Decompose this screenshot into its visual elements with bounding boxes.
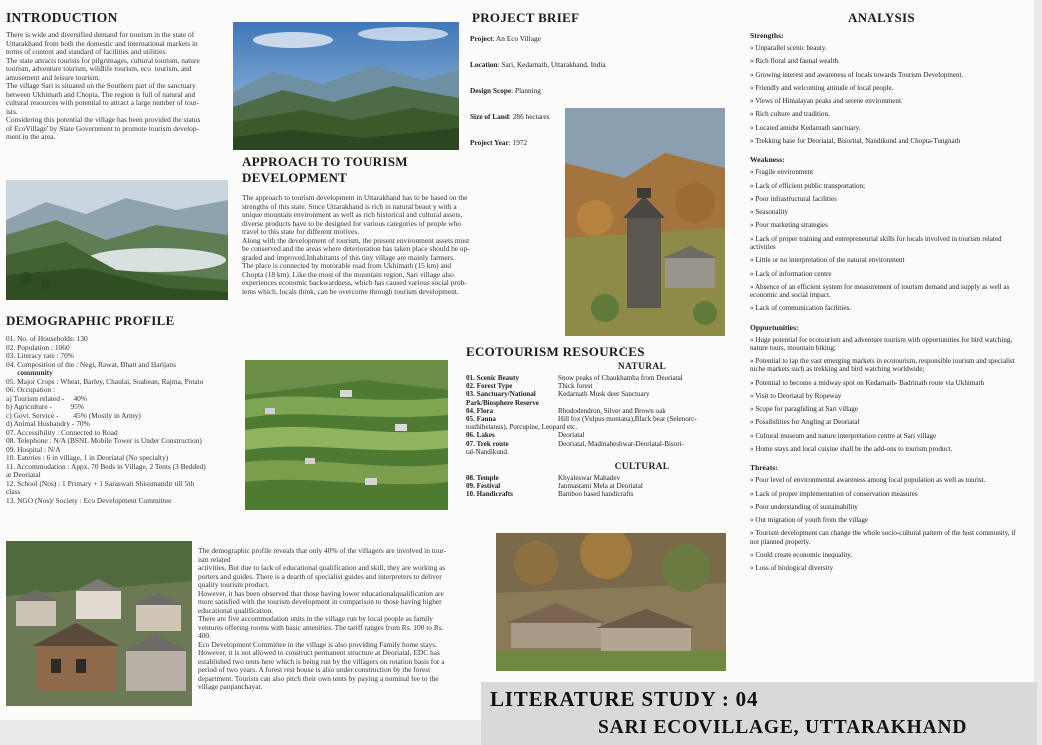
demographic-line: 02. Population : 1060 [6, 342, 70, 352]
demographic-line: 05. Major Crops : Wheat, Barley, Chaulai, Soabean, Rajma, Potato [6, 376, 204, 386]
approach-line: be conserved and the areas where deterioration has taken place should be up- [242, 244, 470, 253]
eco-row [466, 374, 738, 382]
eco-key: 08. Temple [466, 474, 499, 483]
demographic-line: 10. Eateries : 6 in village, 1 in Deoriatal (No specialty) [6, 453, 169, 462]
cultural-heading: CULTURAL [614, 462, 670, 473]
narrative-line: period of two years. A forest rest house is also under construction by the forest [198, 665, 431, 674]
eco-key: 07. Trek route [466, 439, 509, 448]
analysis-title: ANALYSIS [848, 10, 915, 25]
strengths-heading: Strengths: [750, 31, 784, 40]
banner-subtitle: SARI ECOVILLAGE, UTTARAKHAND [598, 717, 968, 738]
narrative-line: ventures offering rooms with basic amenities. The tariff ranges from Rs. 100 to Rs. [198, 622, 444, 632]
intro-line: There is wide and diversified demand for tourism in the state of [6, 30, 195, 39]
title-banner [481, 682, 1037, 745]
demographic-line: 04. Composition of the : Negi, Rawat, Bhatt and Harijans [6, 359, 176, 369]
eco-value: Janmastami Mela at Deoriatal [558, 482, 643, 491]
brief-value: : 1972 [508, 138, 528, 147]
demographic-narrative [198, 547, 483, 692]
intro-line: amusement and leisure tourism. [6, 72, 101, 82]
list-item: » Poor marketing strategies [750, 221, 1025, 229]
list-item: » Views of Himalayan peaks and serene environment. [750, 97, 1025, 105]
list-item: » Lack of information centre [750, 270, 1025, 278]
demographic-line: d) Animal Husbandry - 70% [6, 419, 90, 428]
eco-key: 04. Flora [466, 406, 494, 415]
analysis-content [750, 31, 1025, 578]
intro-line: The village Sari is situated on the Southern part of the sanctuary [6, 81, 196, 90]
approach-line: The approach to tourism development in Uttarakhand has to be based on the [242, 193, 468, 202]
approach-text [242, 194, 504, 296]
list-item: » Visit to Deoriatal by Ropeway [750, 392, 1025, 400]
list-item: » Out migration of youth from the village [750, 516, 1025, 524]
brief-value: : 286 hectares [508, 112, 550, 121]
brief-value: : An Eco Village [492, 34, 541, 43]
approach-line: unique mountain environment as well as rich historical and cultural assets, [242, 210, 463, 219]
brief-label: Project [470, 34, 493, 43]
approach-line: travel to this state for different motives. [242, 227, 360, 236]
demographic-line: b) Agriculture - 95% [6, 402, 84, 411]
intro-line: ment in the area. [6, 132, 56, 141]
eco-value: Snow peaks of Chaukhamba from Deoriatal [558, 374, 683, 382]
opportunities-list [750, 336, 1025, 454]
list-item: » Fragile environment [750, 168, 1025, 176]
list-item: » Poor level of environmental awareness among local population as well as tourist. [750, 476, 1025, 484]
list-item: » Poor understanding of sustainability [750, 503, 1025, 511]
narrative-line: However, it has been observed that those having lower educationalqualification are [198, 588, 444, 598]
eco-value: Rhododendron, Silver and Brown oak [558, 406, 666, 415]
list-item: » Potential to become a midway spot on Kedarnath- Badrinath route via Ukhimath [750, 379, 1025, 387]
eco-value: tosthibetanus), Porcupine, Leopard etc. [466, 423, 578, 432]
intro-line: tourism, adventure tourism, wildlife tourism, eco tourism, and [6, 64, 192, 73]
list-item: » Little or no interpretation of the natural environment [750, 256, 1025, 264]
demographic-line: class [6, 487, 21, 496]
approach-line: diverse products have to be designed for various categories of people who [242, 218, 461, 228]
threats-list [750, 476, 1025, 572]
list-item: » Unparallel scenic beauty. [750, 44, 1025, 52]
intro-line: ists. [6, 106, 18, 116]
introduction-text [6, 31, 231, 142]
eco-row [466, 440, 738, 448]
eco-row [466, 407, 738, 415]
list-item: » Huge potential for ecotourism and adventure tourism with opportunities for bird watching, nature tours, mountain biking; [750, 336, 1025, 352]
list-item: » Lack of efficient public transportation; [750, 182, 1025, 190]
approach-line: strengths of this state. Since Uttarakhand is rich in natural beaut y with a [242, 201, 457, 211]
demographic-line: 06. Occupation : [6, 385, 56, 394]
intro-line: of EcoVillage' by State Government to promote tourism develop- [6, 123, 199, 133]
banner-title: LITERATURE STUDY : 04 [490, 687, 759, 711]
eco-value: Bamboo based handicrafts [558, 490, 634, 499]
brief-label: Location [470, 60, 498, 69]
eco-value: Hill fox (Vulpus montana),Black bear (Selenorc- [558, 415, 697, 424]
brief-value: : Planning [511, 86, 541, 95]
narrative-line: established two tents here which is being run by the villagers on rotation basis for a [198, 656, 445, 666]
narrative-line: village panpanchayat. [198, 682, 263, 691]
demographic-line: 13. NGO (Nos)/ Society : Eco Development Committee [6, 495, 172, 505]
weakness-list [750, 168, 1025, 312]
eco-key: 03. Sanctuary/National [466, 390, 536, 399]
list-item: » Scope for paragliding at Sari village [750, 405, 1025, 413]
list-item: » Lack of communication facilities. [750, 304, 1025, 312]
list-item: » Lack of proper training and entrepreneurial skills for locals involved in tourism related activities [750, 235, 1025, 251]
narrative-line: 400. [198, 631, 211, 640]
list-item: » Seasonality [750, 208, 1025, 216]
eco-row [466, 448, 738, 456]
demographic-line: community [6, 368, 53, 377]
approach-line: Chopta (18 km). Like the most of the mountain region, Sari village also [242, 269, 454, 279]
eco-value: Kedarnath Musk deer Sanctuary [558, 390, 650, 399]
natural-heading: NATURAL [617, 362, 667, 372]
demographic-line: 07. Accessibility : Connected to Road [6, 427, 118, 437]
list-item: » Possibilities for Angling at Deoriatal [750, 418, 1025, 426]
list-item: » Growing interest and awareness of locals towards Tourism Development. [750, 71, 1025, 79]
brief-label: Project Year [470, 138, 509, 147]
eco-row [466, 382, 738, 390]
list-item: » Friendly and welcoming attitude of local people. [750, 84, 1025, 92]
demographic-line: 09. Hospital : N/A [6, 444, 61, 454]
intro-line: The state attracts tourists for pilgrimages, cultural tourism, nature [6, 55, 200, 65]
approach-title [242, 154, 408, 185]
eco-value: Khyaleswar Mahadev [558, 474, 621, 483]
brief-label: Design Scope [470, 86, 512, 95]
strengths-list [750, 44, 1025, 145]
opportunities-heading: Oppurtunities: [750, 322, 799, 332]
threats-heading: Threats: [750, 463, 778, 473]
approach-line: Along with the development of tourism, the present environment assets must [242, 235, 470, 245]
temple-photo [565, 108, 725, 336]
eco-row [466, 482, 738, 490]
list-item: » Home stays and local cuisine shall be the add-ons to tourism product. [750, 445, 1025, 453]
brief-label: Size of Land [470, 112, 509, 121]
eco-key: 06. Lakes [466, 431, 495, 440]
eco-key: 02. Forest Type [466, 382, 513, 391]
list-item: » Poor infrastructural facilities [750, 195, 1025, 203]
eco-key: 10. Handicrafts [466, 490, 513, 499]
eco-row [466, 415, 738, 423]
narrative-line: However, it is not allowed to construct permanent structure at Deoriatal, EDC has [198, 648, 440, 657]
list-item: » Rich culture and tradition. [750, 110, 1025, 118]
narrative-line: activities. But due to lack of educational qualification and skill, they are working as [198, 563, 446, 572]
brief-row [470, 34, 610, 43]
eco-value: Deoriatal, Madmaheshwar-Deoriatal-Bisori- [558, 439, 684, 448]
narrative-line: ism related [198, 554, 231, 564]
approach-line: lems which, locals think, can be overcome through tourism development. [242, 286, 459, 296]
list-item: » Loss of biological diversity [750, 564, 1025, 572]
list-item: » Cultural museum and nature interpretation centre at Sari village [750, 432, 1025, 440]
eco-key: Park/Biosphere Reserve [466, 398, 539, 407]
demographic-line: 12. School (Nos) : 1 Primary + 1 Saraswati Shisumandir till 5th [6, 478, 195, 488]
eco-row [466, 431, 738, 439]
eco-row [466, 490, 738, 498]
narrative-line: There are five accommodation units in the village run by local people as family [198, 614, 433, 623]
eco-row [466, 390, 738, 398]
eco-key: 01. Scenic Beauty [466, 374, 520, 382]
narrative-line: quality tourism product. [198, 580, 270, 589]
demographic-line: a) Tourism related - 40% [6, 393, 88, 403]
introduction-title: INTRODUCTION [6, 10, 118, 25]
mountain-valley-photo [233, 22, 459, 150]
intro-line: cultural resources with potential to attract a large number of tour- [6, 98, 200, 107]
list-item: » Potential to tap the vast emerging markets in ecotourism, responsible tourism and specialist niche markets such as trekking and bird watching worldwide; [750, 357, 1025, 373]
narrative-line: Eco Development Committee in the village is also providing Family home stays. [198, 639, 437, 649]
ecotourism-title: ECOTOURISM RESOURCES [466, 344, 645, 359]
intro-line: between Ukhimath and Chopta. The region is full of natural and [6, 89, 196, 99]
intro-line: terms of content and standard of facilities and utilities. [6, 47, 168, 56]
ecotourism-table [466, 360, 738, 499]
list-item: » Absence of an efficient system for measurement of tourism demand and supply as well as economic and social impact. [750, 283, 1025, 299]
terraced-fields-photo [245, 360, 448, 510]
demographic-line: 11. Accommodation : Appx. 70 Beds in Village, 2 Tents (3 Bedded) [6, 461, 206, 471]
list-item: » Tourism development can change the whole socio-cultural pattern of the host community, if not planned properly. [750, 529, 1025, 545]
eco-row [466, 399, 738, 407]
narrative-line: educational qualification. [198, 605, 274, 615]
list-item: » Trekking base for Deoriatal, Bisorital, Nandikund and Chopta-Tungnath [750, 137, 1025, 145]
misty-valley-photo [6, 180, 228, 300]
approach-title-line: APPROACH TO TOURISM [242, 154, 408, 169]
demographic-line: 01. No. of Households: 130 [6, 334, 88, 343]
brief-row [470, 60, 610, 69]
eco-row [466, 423, 738, 431]
narrative-line: The demographic profile reveals that only 40% of the villagers are involved in tour- [198, 546, 446, 555]
list-item: » Could create economic inequality. [750, 551, 1025, 559]
eco-value: Thick forest [558, 382, 593, 391]
eco-value: Deoriatal [558, 431, 585, 440]
project-brief-title: PROJECT BRIEF [472, 10, 580, 25]
eco-key: 05. Fauna [466, 415, 496, 424]
brief-value: : Sari, Kedarnath, Uttarakhand, India [497, 60, 606, 69]
brief-row [470, 86, 610, 95]
narrative-line: department. Tourists can also pitch their own tents by paying a nominal fee to the [198, 673, 439, 683]
weakness-heading: Weakness: [750, 155, 785, 165]
eco-row [466, 474, 738, 482]
approach-line: The place is connected by motorable road from Ukhimath (15 km) and [242, 261, 452, 270]
approach-line: experiences economic backwardness, which has caused various social prob- [242, 278, 467, 287]
narrative-line: porters and guides. There is a dearth of specialist guides and interpreters to deliver [198, 571, 442, 581]
demographic-line: at Deoriatal [6, 470, 41, 479]
demographic-title: DEMOGRAPHIC PROFILE [6, 313, 175, 328]
list-item: » Lack of proper implementation of conservation measures [750, 490, 1025, 498]
intro-line: Uttarakhand from both the domestic and international markets in [6, 38, 198, 48]
intro-line: Considering this potential the village has been provided the status [6, 115, 201, 124]
eco-value: tal-Nandikund. [466, 447, 509, 456]
list-item: » Located amidst Kedarnath sanctuary. [750, 124, 1025, 132]
demographic-line: c) Govt. Service - 45% (Mostly in Army) [6, 410, 141, 420]
demographic-list [6, 335, 251, 505]
demographic-line: 08. Telephone : N/A (BSNL Mobile Tower is Under Construction) [6, 436, 202, 445]
approach-title-line: DEVELOPMENT [242, 169, 348, 185]
stone-houses-photo [496, 533, 726, 671]
eco-key: 09. Festival [466, 482, 501, 491]
village-houses-photo [6, 541, 192, 706]
demographic-line: 03. Literacy rate : 70% [6, 351, 74, 360]
list-item: » Rich floral and faunal wealth. [750, 57, 1025, 65]
narrative-line: more satisfied with the tourism development in comparison to those having higher [198, 597, 442, 606]
approach-line: graded and improved.Inhabitants of this tiny village are mainly farmers. [242, 252, 455, 262]
